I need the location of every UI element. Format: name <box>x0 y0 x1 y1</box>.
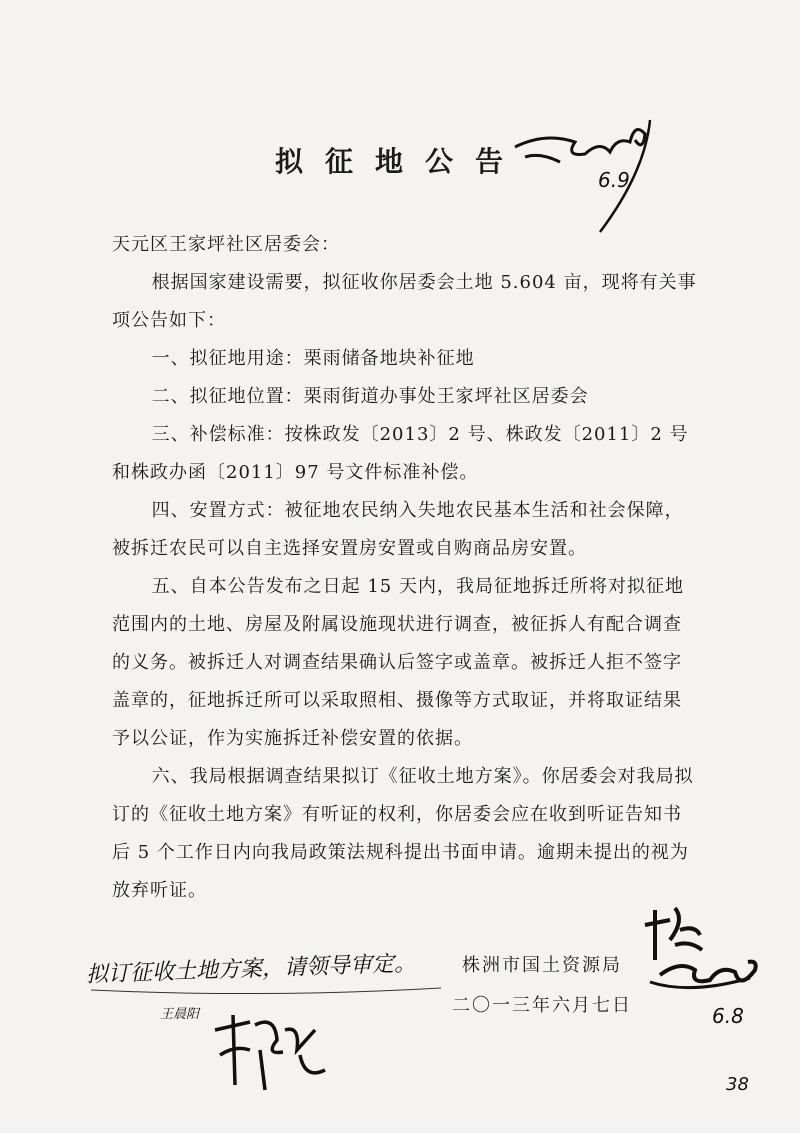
handwritten-note: 拟订征收土地方案，请领导审定。 <box>85 951 417 988</box>
signature-bottom-left <box>205 1010 335 1100</box>
paragraph-compensation: 三、补偿标准：按株政发〔2013〕2 号、株政发〔2011〕2 号和株政办函〔2011〕97 号文件标准补偿。 <box>112 424 689 483</box>
salutation: 天元区王家坪社区居委会： <box>112 234 340 255</box>
handwritten-note-name: 王晨阳 <box>160 1007 200 1022</box>
paragraph-resettlement: 四、安置方式：被征地农民纳入失地农民基本生活和社会保障，被拆迁农民可以自主选择安置房安置或自购商品房安置。 <box>112 500 684 559</box>
paragraph-location: 二、拟征地位置：栗雨街道办事处王家坪社区居委会 <box>151 386 589 407</box>
document-body <box>112 226 697 910</box>
handwritten-date-bottom: 6.8 <box>712 1004 744 1028</box>
signature-bottom-right <box>640 900 770 1010</box>
issue-date: 二〇一三年六月七日 <box>452 995 632 1016</box>
paragraph-hearing: 六、我局根据调查结果拟订《征收土地方案》。你居委会对我局拟订的《征收土地方案》有听证的权利，你居委会应在收到听证告知书后 5 个工作日内向我局政策法规科提出书面申请。逾期未提出的视为放弃听证。 <box>112 766 694 901</box>
issuer-block <box>452 946 632 1026</box>
handwritten-date-top: 6.9 <box>598 168 630 192</box>
paragraph-intro: 根据国家建设需要，拟征收你居委会土地 5.604 亩，现将有关事项公告如下： <box>112 272 697 331</box>
page-title: 拟征地公告 <box>274 145 525 178</box>
issuer-name: 株洲市国土资源局 <box>462 955 622 976</box>
paragraph-purpose: 一、拟征地用途：栗雨储备地块补征地 <box>151 348 475 369</box>
paragraph-survey: 五、自本公告发布之日起 15 天内，我局征地拆迁所将对拟征地范围内的土地、房屋及附属设施现状进行调查，被征拆人有配合调查的义务。被拆迁人对调查结果确认后签字或盖章。被拆迁人拒不签字盖章的，征地拆迁所可以采取照相、摄像等方式取证，并将取证结果予以公证，作为实施拆迁补偿安置的依据。 <box>112 576 684 749</box>
handwritten-page-number: 38 <box>726 1074 749 1095</box>
note-underline <box>86 984 446 1004</box>
signature-top <box>505 112 665 242</box>
